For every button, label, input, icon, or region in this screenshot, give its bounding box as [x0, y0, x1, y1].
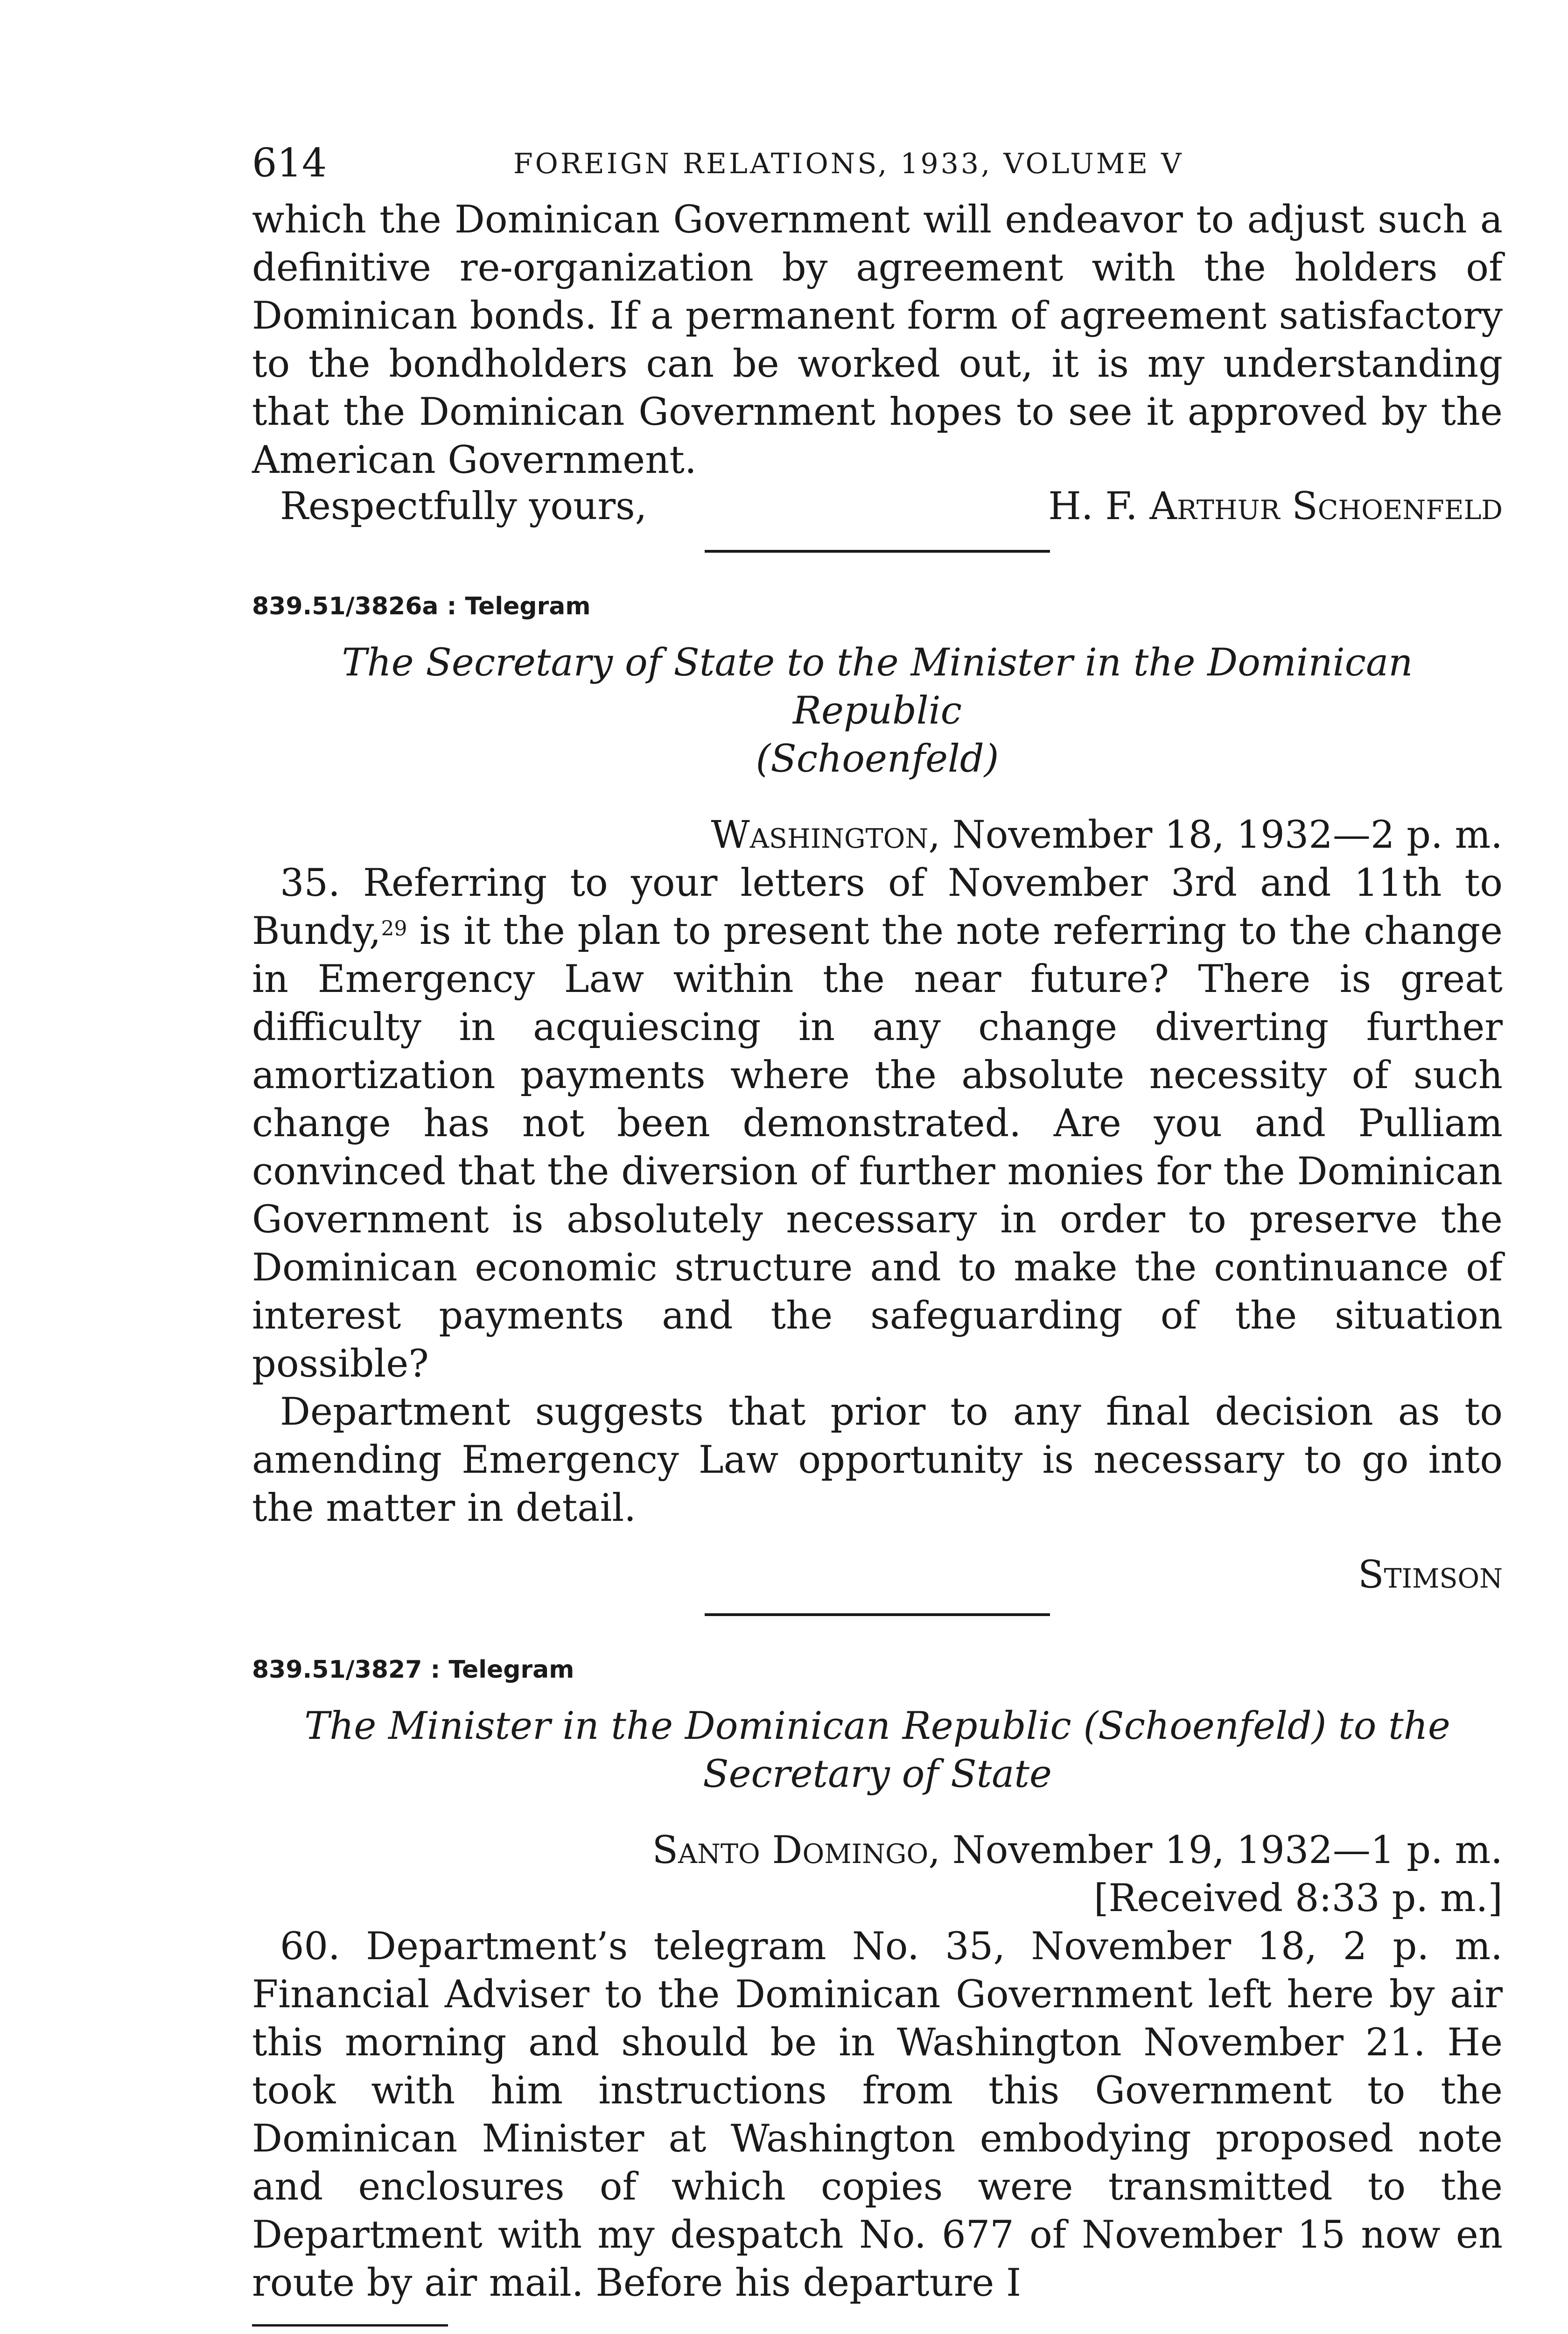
telegram-paragraph: Department suggests that prior to any final decision as to amending Emergency Law opportunity is necessary to go into the matter in detail.	[252, 1390, 1503, 1530]
received-note: [Received 8:33 p. m.]	[1093, 1877, 1503, 1920]
telegram-paragraph	[252, 859, 1503, 1388]
telegram-paragraph: 60. Department’s telegram No. 35, November 18, 2 p. m. Financial Adviser to the Dominican Government left here by air this morning and should be in Washington November 21. He took with him instructions from this Government to the Dominican Minister at Washington embodying proposed note and enclosures of which copies were transmitted to the Department with my despatch No. 677 of November 15 now en route by air mail. Before his departure I	[252, 1925, 1503, 2305]
telegram-signature: Stimson	[1358, 1553, 1503, 1597]
heading-line: (Schoenfeld)	[756, 737, 999, 781]
running-title: FOREIGN RELATIONS, 1933, VOLUME V	[513, 148, 1184, 180]
letter-signature: H. F. Arthur Schoenfeld	[1048, 485, 1503, 528]
dateline-place: Santo Domingo	[652, 1828, 929, 1872]
document-heading	[252, 639, 1503, 783]
file-reference: 839.51/3826a : Telegram	[252, 592, 591, 620]
heading-line: Secretary of State	[703, 1752, 1052, 1796]
footnote-divider	[252, 2324, 448, 2327]
section-divider	[705, 1613, 1050, 1616]
continuation-paragraph: which the Dominican Government will endeavor to adjust such a definitive re-organization by agreement with the holders of Dominican bonds. If a permanent form of agreement satisfactory to the bondholders can be worked out, it is my understanding that the Dominican Government hopes to see it approved by the American Government.	[252, 198, 1503, 482]
page-number: 614	[252, 140, 327, 186]
heading-line: The Secretary of State to the Minister in the Dominican Republic	[342, 641, 1413, 733]
document-page	[252, 140, 1503, 2334]
dateline	[252, 811, 1503, 859]
dateline-date: , November 19, 1932—1 p. m.	[928, 1828, 1503, 1872]
closing-block	[252, 485, 1503, 536]
heading-line: The Minister in the Dominican Republic (Schoenfeld) to the	[304, 1704, 1450, 1748]
document-heading	[252, 1702, 1503, 1799]
paragraph-text: is it the plan to present the note referring to the change in Emergency Law within the near future? There is great difficulty in acquiescing in any change diverting further amortization payments where the absolute necessity of such change has not been demonstrated. Are you and Pulliam convinced that the diversion of further monies for the Dominican Government is absolutely necessary in order to preserve the Dominican economic structure and to make the continuance of interest payments and the safeguarding of the situation possible?	[252, 909, 1503, 1386]
file-reference: 839.51/3827 : Telegram	[252, 1656, 574, 1684]
dateline-place: Washington	[711, 813, 929, 857]
section-divider	[705, 550, 1050, 553]
dateline-date: , November 18, 1932—2 p. m.	[928, 813, 1503, 857]
footnote-reference: 29	[381, 917, 407, 941]
closing-phrase: Respectfully yours,	[280, 485, 647, 528]
paragraph-text: 35. Referring to your letters of November 3rd and 11th to Bundy,	[252, 861, 1503, 953]
dateline	[252, 1827, 1503, 1875]
running-header	[252, 140, 1503, 196]
